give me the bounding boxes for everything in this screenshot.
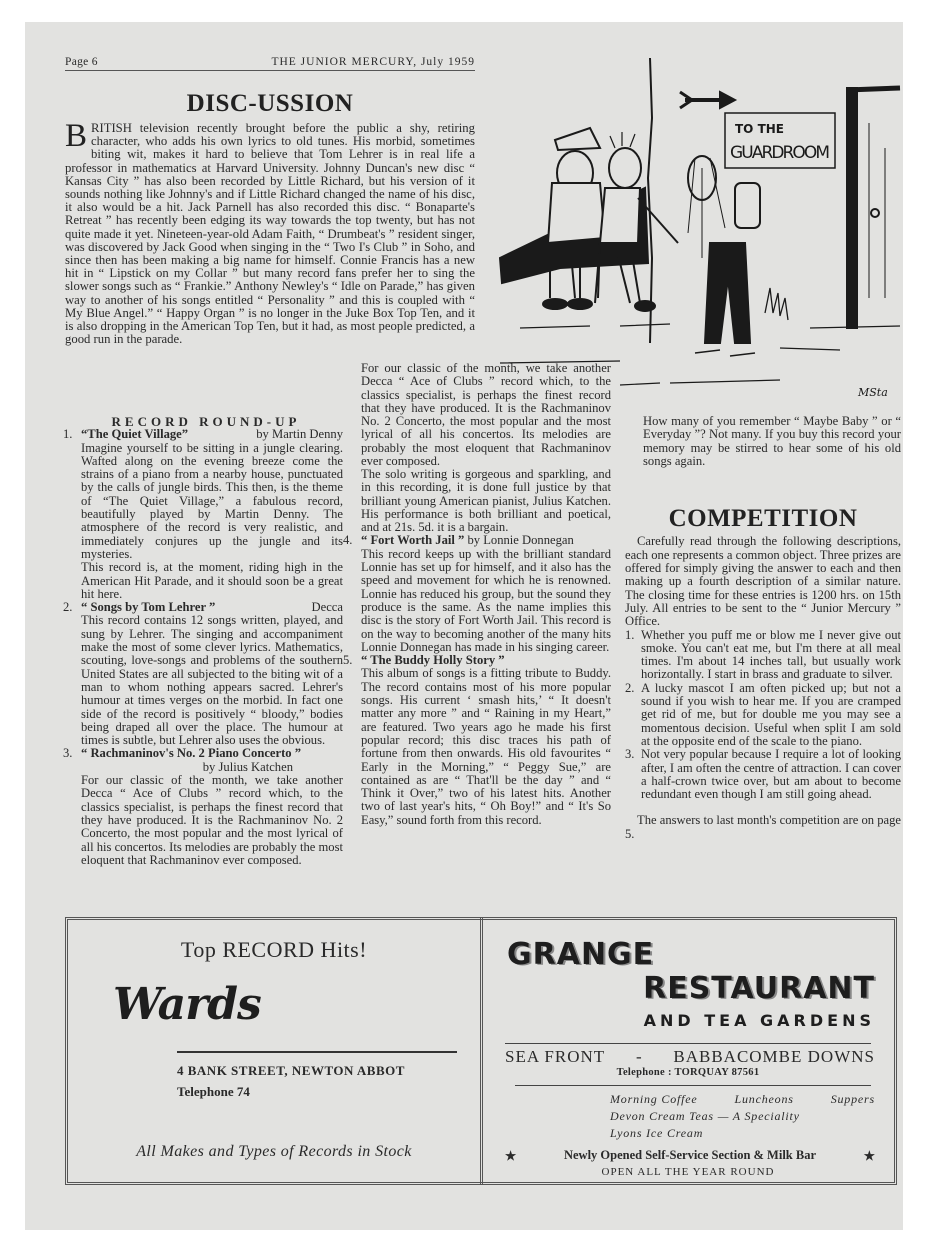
riddle-text: Whether you puff me or blow me I never give out smoke. You can't eat me, but I'm there at all meal times. I'm about 14 inches tall, but usually work horizontally. I start in brass and graduate to silver. (641, 627, 901, 682)
location-left: SEA FRONT (505, 1047, 606, 1066)
wards-headline: Top RECORD Hits! (180, 937, 368, 962)
record-paragraph: This album of songs is a fitting tribute to Buddy. The record contains most of his more popular songs. His current ‘ smash hits,’ “ It doesn't matter any more ” and “ Raining in my Heart,” are featured. Two years ago he made his first popular record; this disc traces his path of fortune from then onwards. His old favourites “ Early in the Morning,” “ Peggy Sue,” are contained as are “ That'll be the day ” and “ Think it Over,” two of his latest hits. Another two of last year's hits, “ Oh Boy!” and “ It's So Easy,” sound forth from this record. (361, 666, 611, 827)
record-paragraph: For our classic of the month, we take another Decca “ Ace of Clubs ” record which, to the classics specialist, is perhaps the finest record that they have produced. It is the Rachmaninov No. 2 Concerto, the most popular and the most lyrical of all his concertos. Its melodies are probably the most eloquent that Rachmaninov ever composed. (81, 773, 343, 867)
riddle-item (625, 629, 901, 682)
record-title: “ Fort Worth Jail ” (361, 533, 465, 548)
disc-ussion-body: RITISH television recently brought before the public a shy, retiring character, who adds his own lyrics to old tunes. His morbid, sometimes biting wit, makes it hard to believe that Tom Lehrer is in real life a professor in mathematics at Harvard University. Johnny Duncan's new disc “ Kansas City ” has also been recorded by Little Richard, but his version of it sounds nothing like Johnny's and if Little Richard changed the name of his disc, it also would be a hit. Jack Parnell has also recorded this disc. “ Bonaparte's Retreat ” has recently been edging its way towards the top twenty, but has not quite made it yet. Nineteen-year-old Adam Faith, “ Drumbeat's ” resident singer, was discovered by Jack Good when singing in the “ Two I's Club ” in Soho, and since then has been making a big name for himself. Connie Francis has a new hit in “ Lipstick on my Collar ” but many record fans prefer her to sing the slower songs such as “ Frankie.” Anthony Newley's “ Idle on Parade,” has given way to another of his songs entitled “ Personality ” and this is coupled with “ My Blue Angel.” “ Happy Organ ” is no longer in the Juke Box Top Ten, and it is also dropping in the American Top Ten, but it had, as most people predicted, a good run in the parade. (65, 121, 475, 347)
milk-bar-text: Newly Opened Self-Service Section & Milk Bar (563, 1148, 817, 1162)
record-item-2 (63, 601, 343, 747)
record-title: “ Songs by Tom Lehrer ” (81, 600, 216, 615)
item-number: 4. (343, 533, 353, 548)
wards-tagline: All Makes and Types of Records in Stock (136, 1143, 412, 1160)
record-title: “ The Buddy Holly Story ” (361, 653, 505, 668)
item-number: 1. (63, 427, 73, 442)
running-head (65, 56, 475, 71)
riddle-item (625, 682, 901, 748)
record-roundup-heading: RECORD ROUND-UP (111, 414, 301, 429)
record-title: “The Quiet Village” (81, 427, 189, 442)
record-paragraph: This record is, at the moment, riding high in the American Hit Parade, and it should soon be a great hit here. (81, 560, 343, 601)
record-label: Decca (311, 600, 343, 615)
magazine-page (25, 22, 903, 1230)
grange-advertisement (487, 921, 889, 1181)
column-2 (343, 361, 611, 827)
grange-rule-top (505, 1043, 871, 1044)
menu-ice-cream: Lyons Ice Cream (610, 1126, 704, 1140)
record-byline: by Martin Denny (256, 427, 343, 442)
disc-ussion-title: DISC-USSION (186, 90, 354, 117)
sign-text-line1: TO THE (735, 122, 784, 136)
record-byline: by Julius Katchen (202, 759, 293, 774)
guardroom-cartoon (480, 58, 900, 403)
wards-advertisement (69, 921, 479, 1181)
competition-closing: The answers to last month's competition are on page 5. (625, 813, 901, 841)
boy-body (600, 188, 640, 243)
record-paragraph-continued (343, 361, 611, 469)
item-number: 3. (63, 746, 73, 761)
competition-intro: Carefully read through the following descriptions, each one represents a common object. Three prizes are offered for simply giving the answer to each and then making up a fourth description of a similar nature. The closing time for these entries is 1200 hrs. on 15th July. All entries to be sent to the “ Junior Mercury ” Office. (625, 534, 901, 629)
menu-luncheons: Luncheons (734, 1092, 794, 1106)
grange-name: GRANGE (507, 937, 655, 972)
grange-rule-bottom (515, 1085, 871, 1086)
competition-title: COMPETITION (668, 505, 858, 533)
sign-text-line2: GUARDROOM (730, 143, 830, 163)
grange-menu (610, 1091, 875, 1142)
star-icon: ★ (505, 1149, 517, 1163)
door-knob (871, 209, 879, 217)
riddle-item (625, 748, 901, 801)
record-item-3 (63, 746, 343, 867)
record-paragraph: Imagine yourself to be sitting in a jungle clearing. Wafted along on the evening breeze come the strains of a piano from a nearby house, punctuated by the calls of jungle birds. This then, is the theme of “The Quiet Village,” a fabulous record, beautifully played by Martin Denny. The atmosphere of the record is very realistic, and immediately conjures up the jungle and its mysteries. (81, 440, 343, 561)
location-separator: - (635, 1047, 643, 1066)
grange-milk-bar (505, 1148, 875, 1164)
wall-edge (648, 58, 652, 343)
advertisement-divider (480, 917, 487, 1185)
page-number: Page 6 (65, 56, 98, 68)
riddle-number: 2. (625, 680, 635, 695)
grange-telephone: Telephone : TORQUAY 87561 (616, 1067, 760, 1078)
menu-morning-coffee: Morning Coffee (610, 1092, 698, 1106)
soldier-cap (555, 128, 600, 150)
item-number: 2. (63, 600, 73, 615)
record-paragraph-overflow: For our classic of the month, we take another Decca “ Ace of Clubs ” record which, to the classics specialist, is perhaps the finest record that they have produced. It is the Rachmaninov No. 2 Concerto, the most popular and the most lyrical of all his concertos. Its melodies are probably the most eloquent that Rachmaninov ever composed. (361, 361, 611, 469)
record-item-4 (343, 534, 611, 654)
grange-open-all-year: OPEN ALL THE YEAR ROUND (601, 1166, 775, 1178)
wards-rule (177, 1051, 457, 1053)
column-1 (63, 414, 343, 867)
record-byline: by Lonnie Donnegan (467, 533, 574, 548)
record-item-1 (63, 428, 343, 601)
riddle-text: Not very popular because I require a lot of looking after, I am often the centre of attraction. I can cover a half-crown twice over, but am about to become redundant even though I am still going ahead. (641, 747, 901, 802)
grange-location (505, 1047, 875, 1067)
riddle-number: 3. (625, 747, 635, 762)
record-paragraph: How many of you remember “ Maybe Baby ” or “ Everyday ”? Not many. If you buy this record your memory may be stirred to hear some of his old songs again. (643, 414, 901, 468)
star-icon: ★ (863, 1149, 875, 1163)
record-paragraph: This record keeps up with the brilliant standard Lonnie has set up for himself, and it also has the speed and movement for which he is renowned. Lonnie has reduced his group, but the sound they produce is the same. As the name implies this disc is the story of Fort Worth Jail. This record is on the way to becoming another of the many hits Lonnie Donnegan has made in his singing career. (361, 546, 611, 654)
riddle-number: 1. (625, 627, 635, 642)
menu-cream-teas: Devon Cream Teas — A Speciality (610, 1109, 800, 1123)
menu-suppers: Suppers (830, 1092, 875, 1106)
column-3 (625, 415, 901, 841)
hermit-legs (705, 243, 750, 343)
door-frame (847, 88, 857, 328)
grange-restaurant: RESTAURANT (643, 971, 875, 1006)
grange-tea-gardens: AND TEA GARDENS (643, 1011, 875, 1030)
wards-telephone: Telephone 74 (177, 1084, 250, 1099)
wards-address: 4 BANK STREET, NEWTON ABBOT (177, 1063, 405, 1078)
boy-head (609, 148, 641, 188)
location-right: BABBACOMBE DOWNS (673, 1047, 875, 1066)
soldier-body (548, 183, 605, 243)
riddle-text: A lucky mascot I am often picked up; but not a sound if you wish to hear me. If you are cramped get rid of me, but for double me you may see a momentous decision. Useful when split I am sold at the opposite end of the scale to the piano. (641, 680, 901, 748)
record-paragraph: The solo writing is gorgeous and sparkling, and in this recording, it is done full justice by that brilliant young American pianist, Julius Katchen. His performance is both brilliant and poetical, and at 21s. 5d. it is a bargain. (361, 467, 611, 535)
wards-logo: Wards (113, 979, 261, 1030)
record-paragraph: This record contains 12 songs written, played, and sung by Lehrer. The singing and accompaniment make the most of some clever lyrics. Mathematics, scouting, love-songs and problems of the southern United States are all subjected to the biting wit of a man to whom nothing appears sacred. Lehrer's humour at times verges on the morbid. In fact one side of the record is positively “ bloody,” bodies being draped all over the place. The humour at times is subtle, but Lehrer also uses the obvious. (81, 613, 343, 748)
record-item-5 (343, 654, 611, 827)
publication-title: THE JUNIOR MERCURY, July 1959 (271, 56, 475, 68)
drop-cap: B (65, 118, 88, 154)
item-number: 5. (343, 653, 353, 668)
artist-signature: MSta (858, 386, 888, 399)
disc-ussion-article (65, 118, 475, 347)
backpack (735, 183, 760, 228)
record-title: “ Rachmaninov's No. 2 Piano Concerto ” (81, 746, 302, 761)
